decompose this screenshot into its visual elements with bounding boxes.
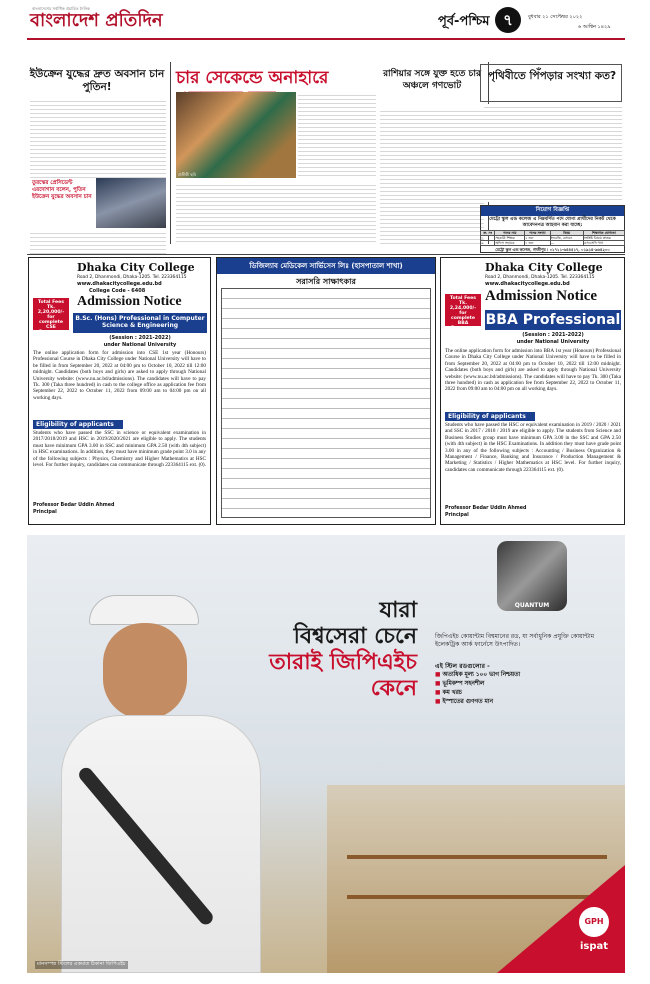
affiliation-label: under National University (103, 342, 177, 348)
signer-name: Professor Bedar Uddin Ahmed (33, 503, 115, 508)
college-code: College Code - 6408 (89, 288, 146, 294)
table-cell: অফিস সহায়ক (495, 241, 525, 246)
hunger-headline: চার সেকেন্ডে অনাহারে (176, 68, 329, 88)
putin-photo (96, 178, 166, 228)
photo-caption: প্রতীকী ছবি (178, 172, 197, 177)
hospital-interview-ad (216, 257, 436, 525)
feature-item: ■ ইস্পাতের গুণগত মান (435, 699, 493, 705)
hunger-photo (176, 92, 296, 178)
gph-headline-4: কেনে (370, 676, 417, 701)
ukraine-pull-quote: তুরস্কের প্রেসিডেন্ট এরদোগান বলেন, পুতিন ইউক্রেন যুদ্ধের অবসান চান (32, 180, 92, 200)
ukraine-body-text (30, 98, 166, 178)
bullet-icon: ■ (435, 681, 443, 687)
program-title: B.Sc. (Hons) Professional in Computer Science & Engineering (73, 313, 207, 333)
page-number: ৭ (495, 7, 521, 33)
table-header-cell: ক্র. নং (481, 231, 495, 236)
table-cell: ইংরেজি, রসায়ন (550, 236, 583, 241)
hunger-body-text (298, 92, 376, 178)
bullet-icon: ■ (435, 672, 443, 678)
date-bangla: ৬ আশ্বিন ১৪২৯ (578, 24, 611, 30)
russia-headline: রাশিয়ার সঙ্গে যুক্ত হতে চার অঞ্চলে গণভোট (383, 69, 481, 91)
eligibility-body: Students who have passed the HSC or equivalent examination in 2019 / 2020 / 2021 and SSC in 2017 / 2018 / 2019 are eligible to apply. The students from Science and Business Studies group must have minimum GPA 3.00 in the SSC and GPA 2.50 (with 4th subject) in the HSC Examinations. In addition they must have grade point 3.00 in any of the following subjects : Accounting / Business Organization & Management / Finance, Banking and Insurance / Production Management & Marketing / Statistics / Higher Mathematics at HSC level. For further inquiry, candidates can communicate through 223364115 ext. (0). (445, 422, 621, 473)
cse-admission-ad (28, 257, 211, 525)
gph-body-text: জিপিএইচ কোয়ান্টাম বিশ্বমানের রড, যা সর্বাধুনিক প্রযুক্তি কোয়ান্টাম ইলেকট্রিক আর্ক ফার্নেসে উৎপাদিত। (435, 633, 595, 648)
gph-headline-3: তারাই জিপিএইচ (269, 650, 417, 675)
bba-admission-ad (440, 257, 625, 525)
admission-notice-title: Admission Notice (77, 294, 182, 309)
quantum-label: QUANTUM (514, 602, 550, 609)
table-cell: ২ জন (525, 236, 550, 241)
signer-title: Principal (33, 510, 57, 515)
feature-item: ■ কম খরচ (435, 690, 462, 696)
recruitment-footer: মেট্রো স্কুল এন্ড কলেজ, গাজীপুর । ০১৭১১-৬৪৪৫১৭, ০১৯১৪-৯৬৪২০০ (495, 247, 610, 252)
table-header-cell: বিষয় (550, 231, 583, 236)
bullet-icon: ■ (435, 699, 443, 705)
hospital-ad-title: ডিজিল্যাব মেডিকেল সার্ভিসেস লিঃ (হাসপাতাল শাখা) (217, 258, 435, 274)
rebar-beam (347, 895, 607, 899)
feature-item: ■ ভূমিকম্প সহনশীল (435, 681, 485, 687)
worker-shirt (61, 715, 261, 973)
newspaper-logo: বাংলাদেশ প্রতিদিন (30, 10, 163, 31)
gph-features-list (435, 671, 625, 707)
hospital-ad-subtitle: সরাসরি সাক্ষাৎকার (296, 277, 356, 286)
ants-headline: পৃথিবীতে পিঁপড়ার সংখ্যা কত? (487, 70, 617, 82)
eligibility-body: Students who have passed the SSC in science or equivalent examination in 2017/2018/2019 and HSC in 2019/2020/2021 are eligible to apply. The students must have minimum GPA 3.00 in SSC and minimum GPA 2.50 (with 4th subject) in HSC examinations. In addition, they must have minimum grade point 3.0 in any of the following subjects : Physics, Chemistry and Higher Mathematics at HSC level. For further inquiry, candidates can communicate through 223364115 ext. (0). (33, 430, 206, 469)
bullet-icon: ■ (435, 690, 443, 696)
college-name: Dhaka City College (77, 261, 195, 274)
session-label: (Session : 2021-2022) (522, 332, 584, 338)
russia-body-text (380, 108, 484, 244)
college-name: Dhaka City College (485, 261, 603, 274)
college-address: Road 2, Dhanmondi, Dhaka-1205. Tel. 223364115 (77, 275, 187, 280)
affiliation-label: under National University (516, 339, 590, 345)
table-header-cell: পদের সংখ্যা (525, 231, 550, 236)
section-name: পূর্ব-পশ্চিম (438, 14, 490, 29)
admission-body: The online application form for admission into BBA 1st year (Honours) Professional Course in Dhaka City College under National University will have to be filled in from September 20, 2022 at 04:00 pm to October 10, 2022 till 12:00 midnight. Candidates (both boys and girls) are asked to apply through National University website: (www.nu.ac.bd/admissions). The candidates will have to pay Tk. 300 (Taka three hundred) in cash as application fee from September 22, 2022 to October 11, 2022 from 09:00 am to 04:00 pm on all working days. (445, 348, 621, 393)
recruitment-subheading: মেট্রো স্কুল এন্ড কলেজ এ নিম্নবর্ণিত পদে যোগ্য প্রার্থীদের নিকট থেকে আবেদনপত্র আহবান করা যাচ্ছে: (489, 217, 616, 228)
gph-logo: GPH (579, 907, 609, 937)
college-website[interactable]: www.dhakacitycollege.edu.bd (485, 281, 570, 287)
eligibility-title: Eligibility of applicants (33, 420, 123, 429)
admission-notice-title: Admission Notice (485, 288, 598, 304)
header-rule (27, 38, 625, 40)
table-cell: ১ (481, 236, 495, 241)
column-divider (170, 62, 171, 244)
table-cell: সংশ্লিষ্ট বিষয়ে স্নাতক (583, 236, 624, 241)
signer-title: Principal (445, 513, 469, 518)
table-cell: ২ (481, 241, 495, 246)
table-row (481, 236, 625, 241)
ukraine-headline: ইউক্রেন যুদ্ধের দ্রুত অবসান চান পুতিন! (29, 68, 165, 93)
rebar-beam (347, 855, 607, 859)
table-cell: ১ জন (525, 241, 550, 246)
table-cell: সহকারী শিক্ষক (495, 236, 525, 241)
table-header-cell: শিক্ষাগত যোগ্যতা (583, 231, 624, 236)
logo-tagline: বাংলাদেশের সর্বাধিক প্রচারিত দৈনিক (32, 6, 90, 11)
ants-body-text (484, 104, 622, 202)
program-title: BBA Professional (485, 312, 621, 328)
fee-badge: Total Fees Tk. 2,24,000/- for complete BBA Program, payable in eight installments (447, 296, 480, 346)
section-rule (27, 254, 625, 255)
table-cell: এসএসসি পাস (583, 241, 624, 246)
college-address: Road 2, Dhanmondi, Dhaka-1205. Tel. 223364115 (485, 275, 595, 280)
hunger-body-text-2 (176, 182, 376, 244)
signer-name: Professor Bedar Uddin Ahmed (445, 506, 527, 511)
recruitment-table (480, 230, 625, 246)
quantum-logo-icon (497, 541, 567, 611)
table-row (481, 241, 625, 246)
gph-features-intro: এই স্টিল রডগুলোর - (435, 663, 490, 670)
table-cell: — (550, 241, 583, 246)
gph-footnote: মানসম্পন্ন স্টিলের একমাত্র ঠিকানা জিপিএইচ (37, 961, 126, 967)
gph-headline-2: বিশ্বসেরা চেনে (293, 624, 417, 649)
eligibility-title: Eligibility of applicants (445, 412, 535, 421)
college-website[interactable]: www.dhakacitycollege.edu.bd (77, 281, 162, 287)
worker-face (103, 623, 187, 719)
admission-body: The online application form for admission into CSE 1st year (Honours) Professional Course in Dhaka City College under National University will have to be filled in from September 20, 2022 at 04:00 pm to October 10, 2022 till 12:00 midnight. Candidates (both boys and girls) are asked to apply through National University website: (www.nu.ac.bd/admissions). The candidates will have to pay Tk. 300 (Taka three hundred) in cash to the college office as application fee from September 22, 2022 to October 11, 2022 from 09:00 am to 04:00 pm on all working days. (33, 350, 206, 401)
gph-ispat-ad (27, 535, 625, 973)
feature-item: ■ অত্যধিক মূল্য ১০০ ভাগ নিশ্চয়তা (435, 672, 521, 678)
gph-headline-1: যারা (379, 598, 417, 623)
hospital-positions-table (221, 288, 431, 518)
session-label: (Session : 2021-2022) (109, 335, 171, 341)
table-header-cell: পদের নাম (495, 231, 525, 236)
ispat-wordmark: ispat (579, 941, 609, 952)
date-gregorian: বুধবার ২১ সেপ্টেম্বর ২০২২ (528, 14, 583, 20)
recruitment-heading: নিয়োগ বিজ্ঞপ্তি (481, 206, 624, 216)
fee-badge: Total Fees Tk. 2,20,000/- for complete CSE Program, payable in eight installments (35, 300, 68, 350)
